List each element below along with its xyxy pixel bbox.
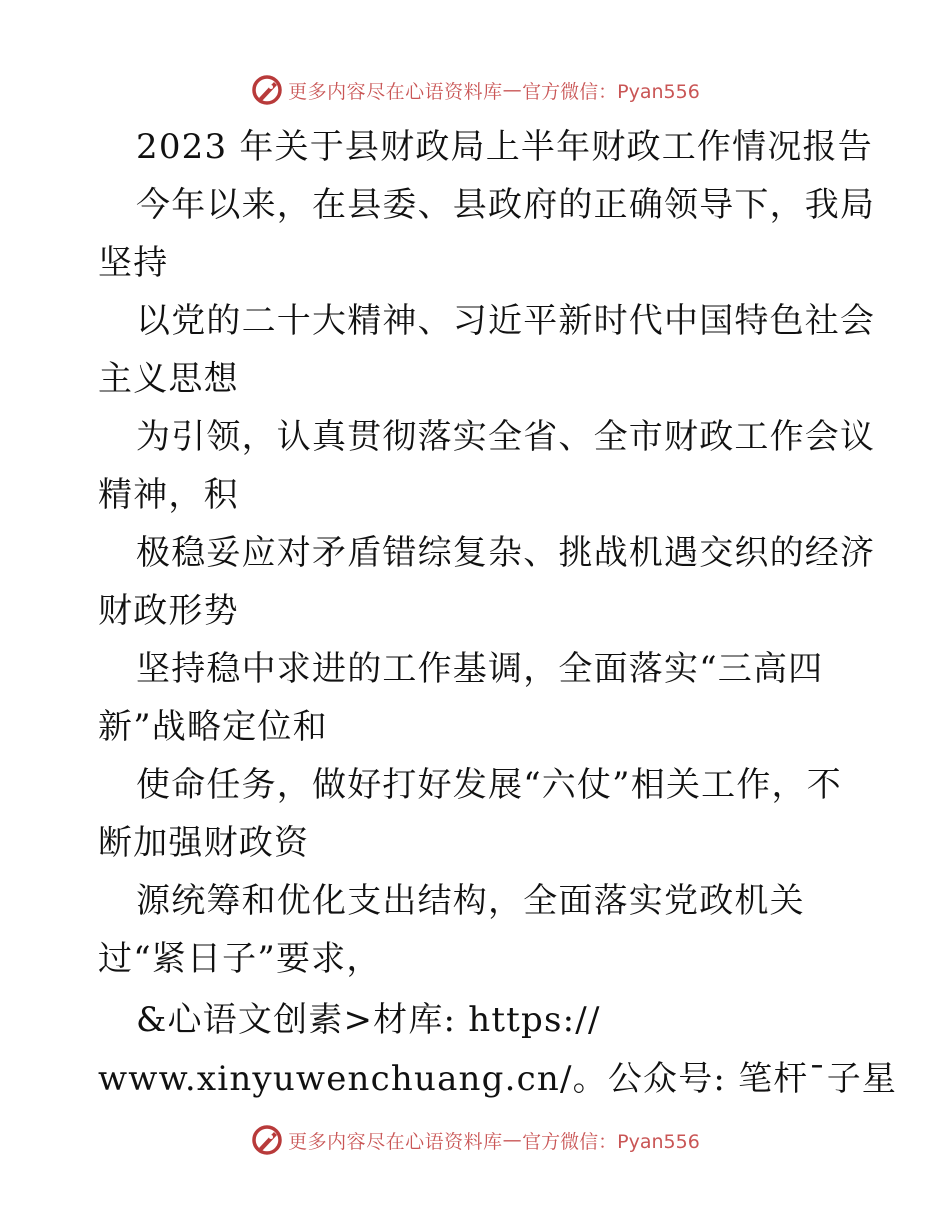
paragraph-line: 以党的二十大精神、习近平新时代中国特色社会 <box>136 301 876 341</box>
paragraph-line: 今年以来，在县委、县政府的正确领导下，我局 <box>136 185 876 225</box>
paragraph-line: 断加强财政资 <box>98 823 310 863</box>
paragraph-line: 极稳妥应对矛盾错综复杂、挑战机遇交织的经济 <box>136 533 876 573</box>
paragraph-line: 财政形势 <box>98 591 239 631</box>
paragraph-line: 使命任务，做好打好发展“六仗”相关工作，不 <box>136 765 842 805</box>
banner-dash: — <box>502 79 523 101</box>
paragraph-line: 坚持 <box>98 243 169 283</box>
banner-slogan: 更多内容尽在心语资料库 <box>288 1130 503 1153</box>
banner-wechat: 官方微信：Pyan556 <box>522 80 700 103</box>
source-line: www.xinyuwenchuang.cn/。公众号: 笔杆¯子星 <box>98 1059 898 1099</box>
banner-slogan: 更多内容尽在心语资料库 <box>288 80 503 103</box>
banner-dash: — <box>502 1129 523 1151</box>
footer-banner <box>0 1120 950 1160</box>
paragraph-line: 主义思想 <box>98 359 239 399</box>
banner-wechat: 官方微信：Pyan556 <box>522 1130 700 1153</box>
paragraph-line: 过“紧日子”要求， <box>98 939 382 979</box>
source-line: &心语文创素>材库: https:// <box>136 1000 601 1040</box>
paragraph-line: 新”战略定位和 <box>98 707 328 747</box>
paragraph-line: 坚持稳中求进的工作基调，全面落实“三高四 <box>136 649 824 689</box>
pen-logo-icon <box>250 1123 284 1157</box>
paragraph-line: 为引领，认真贯彻落实全省、全市财政工作会议 <box>136 417 876 457</box>
document-title: 2023 年关于县财政局上半年财政工作情况报告 <box>136 127 873 167</box>
paragraph-line: 精神，积 <box>98 475 239 515</box>
paragraph-line: 源统筹和优化支出结构，全面落实党政机关 <box>136 881 805 921</box>
